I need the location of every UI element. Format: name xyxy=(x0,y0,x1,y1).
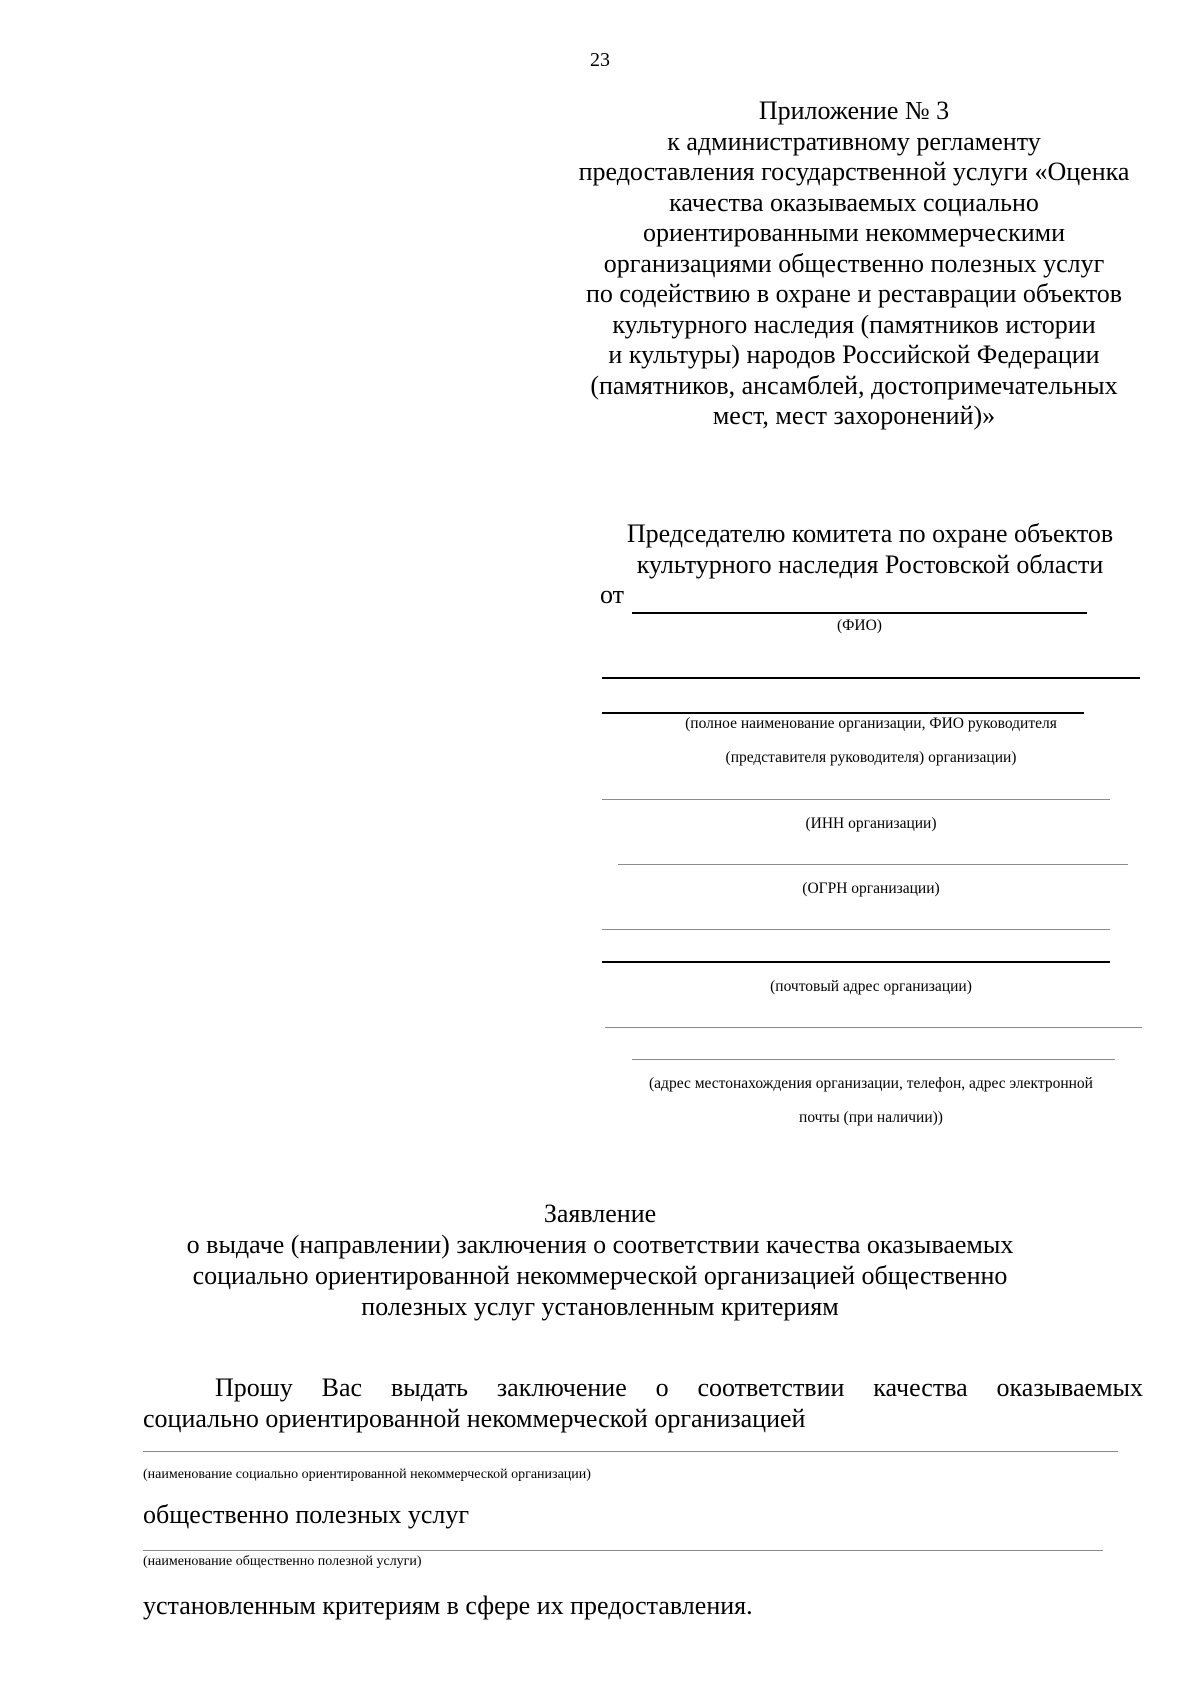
statement-title: Заявление xyxy=(543,1199,657,1228)
inn-field-line[interactable] xyxy=(602,799,1110,800)
statement-subtitle-line: о выдаче (направлении) заключения о соответствии качества оказываемых xyxy=(186,1230,1014,1259)
ogrn-caption: (ОГРН организации) xyxy=(802,880,940,897)
postal-field-line[interactable] xyxy=(602,929,1110,930)
appendix-line: по содействию в охране и реставрации объектов xyxy=(585,279,1123,308)
appendix-line: и культуры) народов Российской Федерации xyxy=(608,340,1100,369)
postal-field-line[interactable] xyxy=(602,961,1110,963)
statement-subtitle-line: социально ориентированной некоммерческой организацией общественно xyxy=(192,1261,1008,1290)
location-field-line[interactable] xyxy=(605,1027,1142,1028)
location-caption: (адрес местонахождения организации, телефон, адрес электронной xyxy=(649,1075,1093,1092)
appendix-line: (памятников, ансамблей, достопримечательных xyxy=(590,370,1118,400)
appendix-line: культурного наследия (памятников истории xyxy=(612,309,1096,339)
body-line-3: общественно полезных услуг xyxy=(143,1500,470,1529)
service-name-input-caption: (наименование общественно полезной услуги) xyxy=(143,1554,422,1569)
org-name-input-line[interactable] xyxy=(143,1451,1118,1452)
appendix-line: предоставления государственной услуги «Оценка xyxy=(578,157,1130,186)
org-name-field-line[interactable] xyxy=(602,677,1140,679)
location-caption: почты (при наличии)) xyxy=(799,1109,943,1126)
org-name-input-caption: (наименование социально ориентированной некоммерческой организации) xyxy=(143,1467,591,1482)
location-field-line[interactable] xyxy=(632,1059,1115,1060)
addressee-line: культурного наследия Ростовской области xyxy=(636,550,1104,579)
addressee-line: Председателю комитета по охране объектов xyxy=(626,519,1114,548)
service-name-input-line[interactable] xyxy=(143,1550,1103,1551)
statement-subtitle-line: полезных услуг установленным критериям xyxy=(361,1292,839,1321)
from-label: от xyxy=(600,580,625,609)
appendix-line: организациями общественно полезных услуг xyxy=(603,248,1105,278)
org-name-caption: (представителя руководителя) организации) xyxy=(725,749,1017,766)
addressee xyxy=(600,518,1140,580)
fio-caption: (ФИО) xyxy=(837,617,882,634)
body-line-4: установленным критериям в сфере их предоставления. xyxy=(143,1591,753,1620)
postal-caption: (почтовый адрес организации) xyxy=(770,978,972,995)
inn-caption: (ИНН организации) xyxy=(805,815,937,832)
appendix-line: мест, мест захоронений)» xyxy=(712,401,996,430)
page-number: 23 xyxy=(590,49,610,71)
appendix-line: ориентированными некоммерческими xyxy=(642,218,1066,247)
org-name-caption: (полное наименование организации, ФИО руководителя xyxy=(685,715,1057,732)
ogrn-field-line[interactable] xyxy=(618,864,1128,865)
body-line-2: социально ориентированной некоммерческой организацией xyxy=(143,1404,806,1433)
appendix-header xyxy=(550,96,1158,432)
fio-field-line[interactable] xyxy=(632,612,1087,614)
appendix-line: качества оказываемых социально xyxy=(669,187,1039,217)
statement-heading xyxy=(0,1198,1200,1322)
body-line-1: Прошу Вас выдать заключение о соответствии качества оказываемых xyxy=(215,1373,1143,1402)
appendix-line: Приложение № 3 xyxy=(758,96,950,125)
appendix-line: к административному регламенту xyxy=(667,126,1041,156)
